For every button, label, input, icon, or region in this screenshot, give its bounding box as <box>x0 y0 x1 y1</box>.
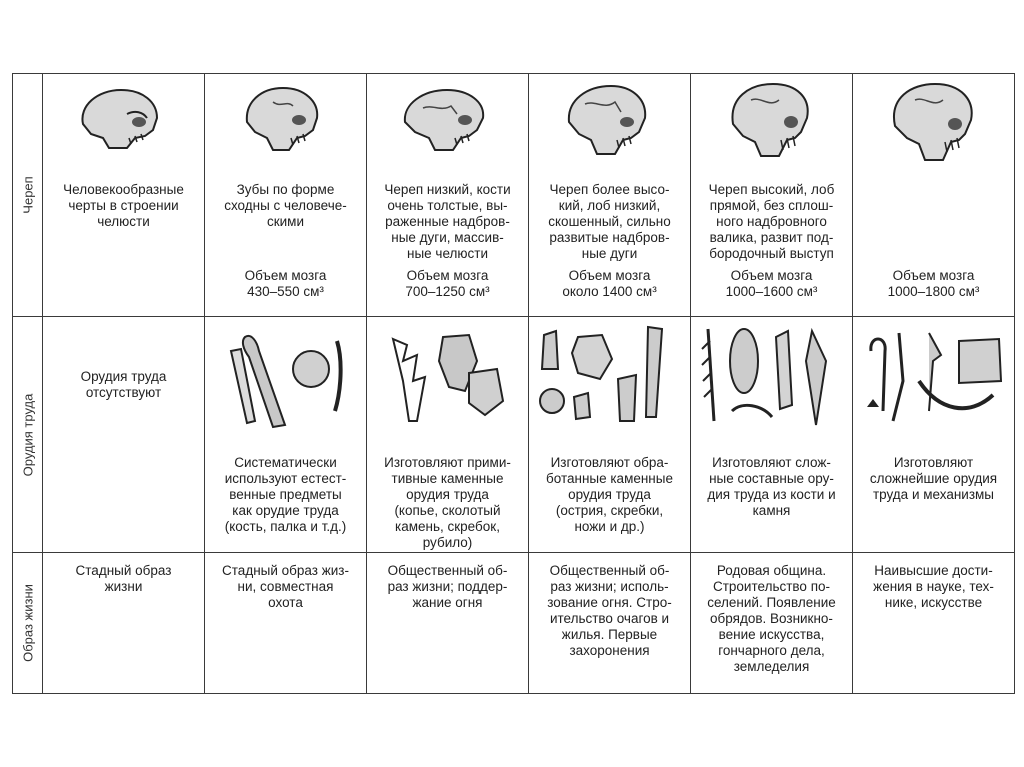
tools-row <box>13 317 1015 553</box>
stone-tool-icon <box>373 321 523 431</box>
life-text-6: Наивысшие дости- жения в науке, тех- нике, искусстве <box>873 563 994 610</box>
row-label-life: Образ жизни <box>20 584 35 662</box>
tools-text-1: Орудия труда отсутствуют <box>80 369 167 400</box>
row-header-life <box>13 553 43 694</box>
life-cell-2 <box>205 553 367 694</box>
skull-icon <box>555 78 665 162</box>
brain-volume-4: Объем мозга около 1400 см³ <box>562 268 657 299</box>
row-header-skull <box>13 74 43 317</box>
skull-icon <box>717 78 827 164</box>
skull-cell-2 <box>205 74 367 317</box>
row-label-tools: Орудия труда <box>20 393 35 476</box>
skull-text-4: Череп более высо- кий, лоб низкий, скошенный, сильно развитые надбров- ные дуги <box>548 182 671 261</box>
skull-text-1: Человекообразные черты в строении челюсти <box>63 182 184 229</box>
tools-cell-4 <box>529 317 691 553</box>
tools-cell-1 <box>43 317 205 553</box>
tools-cell-3 <box>367 317 529 553</box>
brain-volume-2: Объем мозга 430–550 см³ <box>244 268 327 299</box>
tools-text-4: Изготовляют обра- ботанные каменные орудия труда (острия, скребки, ножи и др.) <box>546 455 673 534</box>
row-header-tools <box>13 317 43 553</box>
brain-volume-3: Объем мозга 700–1250 см³ <box>405 268 490 299</box>
skull-text-2: Зубы по форме сходны с человече- скими <box>224 182 347 229</box>
tools-text-3: Изготовляют прими- тивные каменные орудия труда (копье, сколотый камень, скребок, рубило) <box>384 455 511 550</box>
life-cell-5 <box>691 553 853 694</box>
lifestyle-row <box>13 553 1015 694</box>
skull-icon <box>393 78 503 158</box>
life-text-1: Стадный образ жизни <box>75 563 172 594</box>
tools-text-5: Изготовляют слож- ные составные ору- дия труда из кости и камня <box>707 455 836 518</box>
tools-text-6: Изготовляют сложнейшие орудия труда и механизмы <box>869 455 998 502</box>
life-cell-1 <box>43 553 205 694</box>
tools-cell-5 <box>691 317 853 553</box>
life-text-3: Общественный об- раз жизни; поддер- жание огня <box>387 563 508 610</box>
brain-volume-6: Объем мозга 1000–1800 см³ <box>887 268 980 299</box>
skull-cell-1 <box>43 74 205 317</box>
life-cell-4 <box>529 553 691 694</box>
row-label-skull: Череп <box>20 176 35 214</box>
life-text-5: Родовая община. Строительство по- селений. Появление обрядов. Возникно- вение искусства, гончарного дела, земледелия <box>707 563 836 674</box>
skull-cell-4 <box>529 74 691 317</box>
skull-icon <box>231 78 341 158</box>
skull-text-3: Череп низкий, кости очень толстые, вы- раженные надбров- ные дуги, массив- ные челюсти <box>384 182 511 261</box>
skull-cell-6 <box>853 74 1015 317</box>
bone-tool-icon <box>211 321 361 431</box>
harpoon-icon <box>692 321 852 431</box>
life-cell-3 <box>367 553 529 694</box>
tools-cell-6 <box>853 317 1015 553</box>
life-text-4: Общественный об- раз жизни; исполь- зование огня. Стро- ительство очагов и жилья. Первые захоронения <box>547 563 672 658</box>
life-cell-6 <box>853 553 1015 694</box>
skull-cell-3 <box>367 74 529 317</box>
evolution-table <box>12 73 1015 694</box>
skull-row <box>13 74 1015 317</box>
skull-icon <box>879 78 989 168</box>
stone-tool-icon <box>530 321 690 431</box>
brain-volume-5: Объем мозга 1000–1600 см³ <box>725 268 818 299</box>
skull-cell-5 <box>691 74 853 317</box>
axe-icon <box>859 321 1009 431</box>
skull-text-5: Череп высокий, лоб прямой, без сплош- ного надбровного валика, развит под- бородочный выступ <box>708 182 835 261</box>
skull-icon <box>69 78 179 158</box>
tools-text-2: Систематически используют естест- венные предметы как орудие труда (кость, палка и т.д.) <box>224 455 347 534</box>
tools-cell-2 <box>205 317 367 553</box>
life-text-2: Стадный образ жиз- ни, совместная охота <box>222 563 349 610</box>
